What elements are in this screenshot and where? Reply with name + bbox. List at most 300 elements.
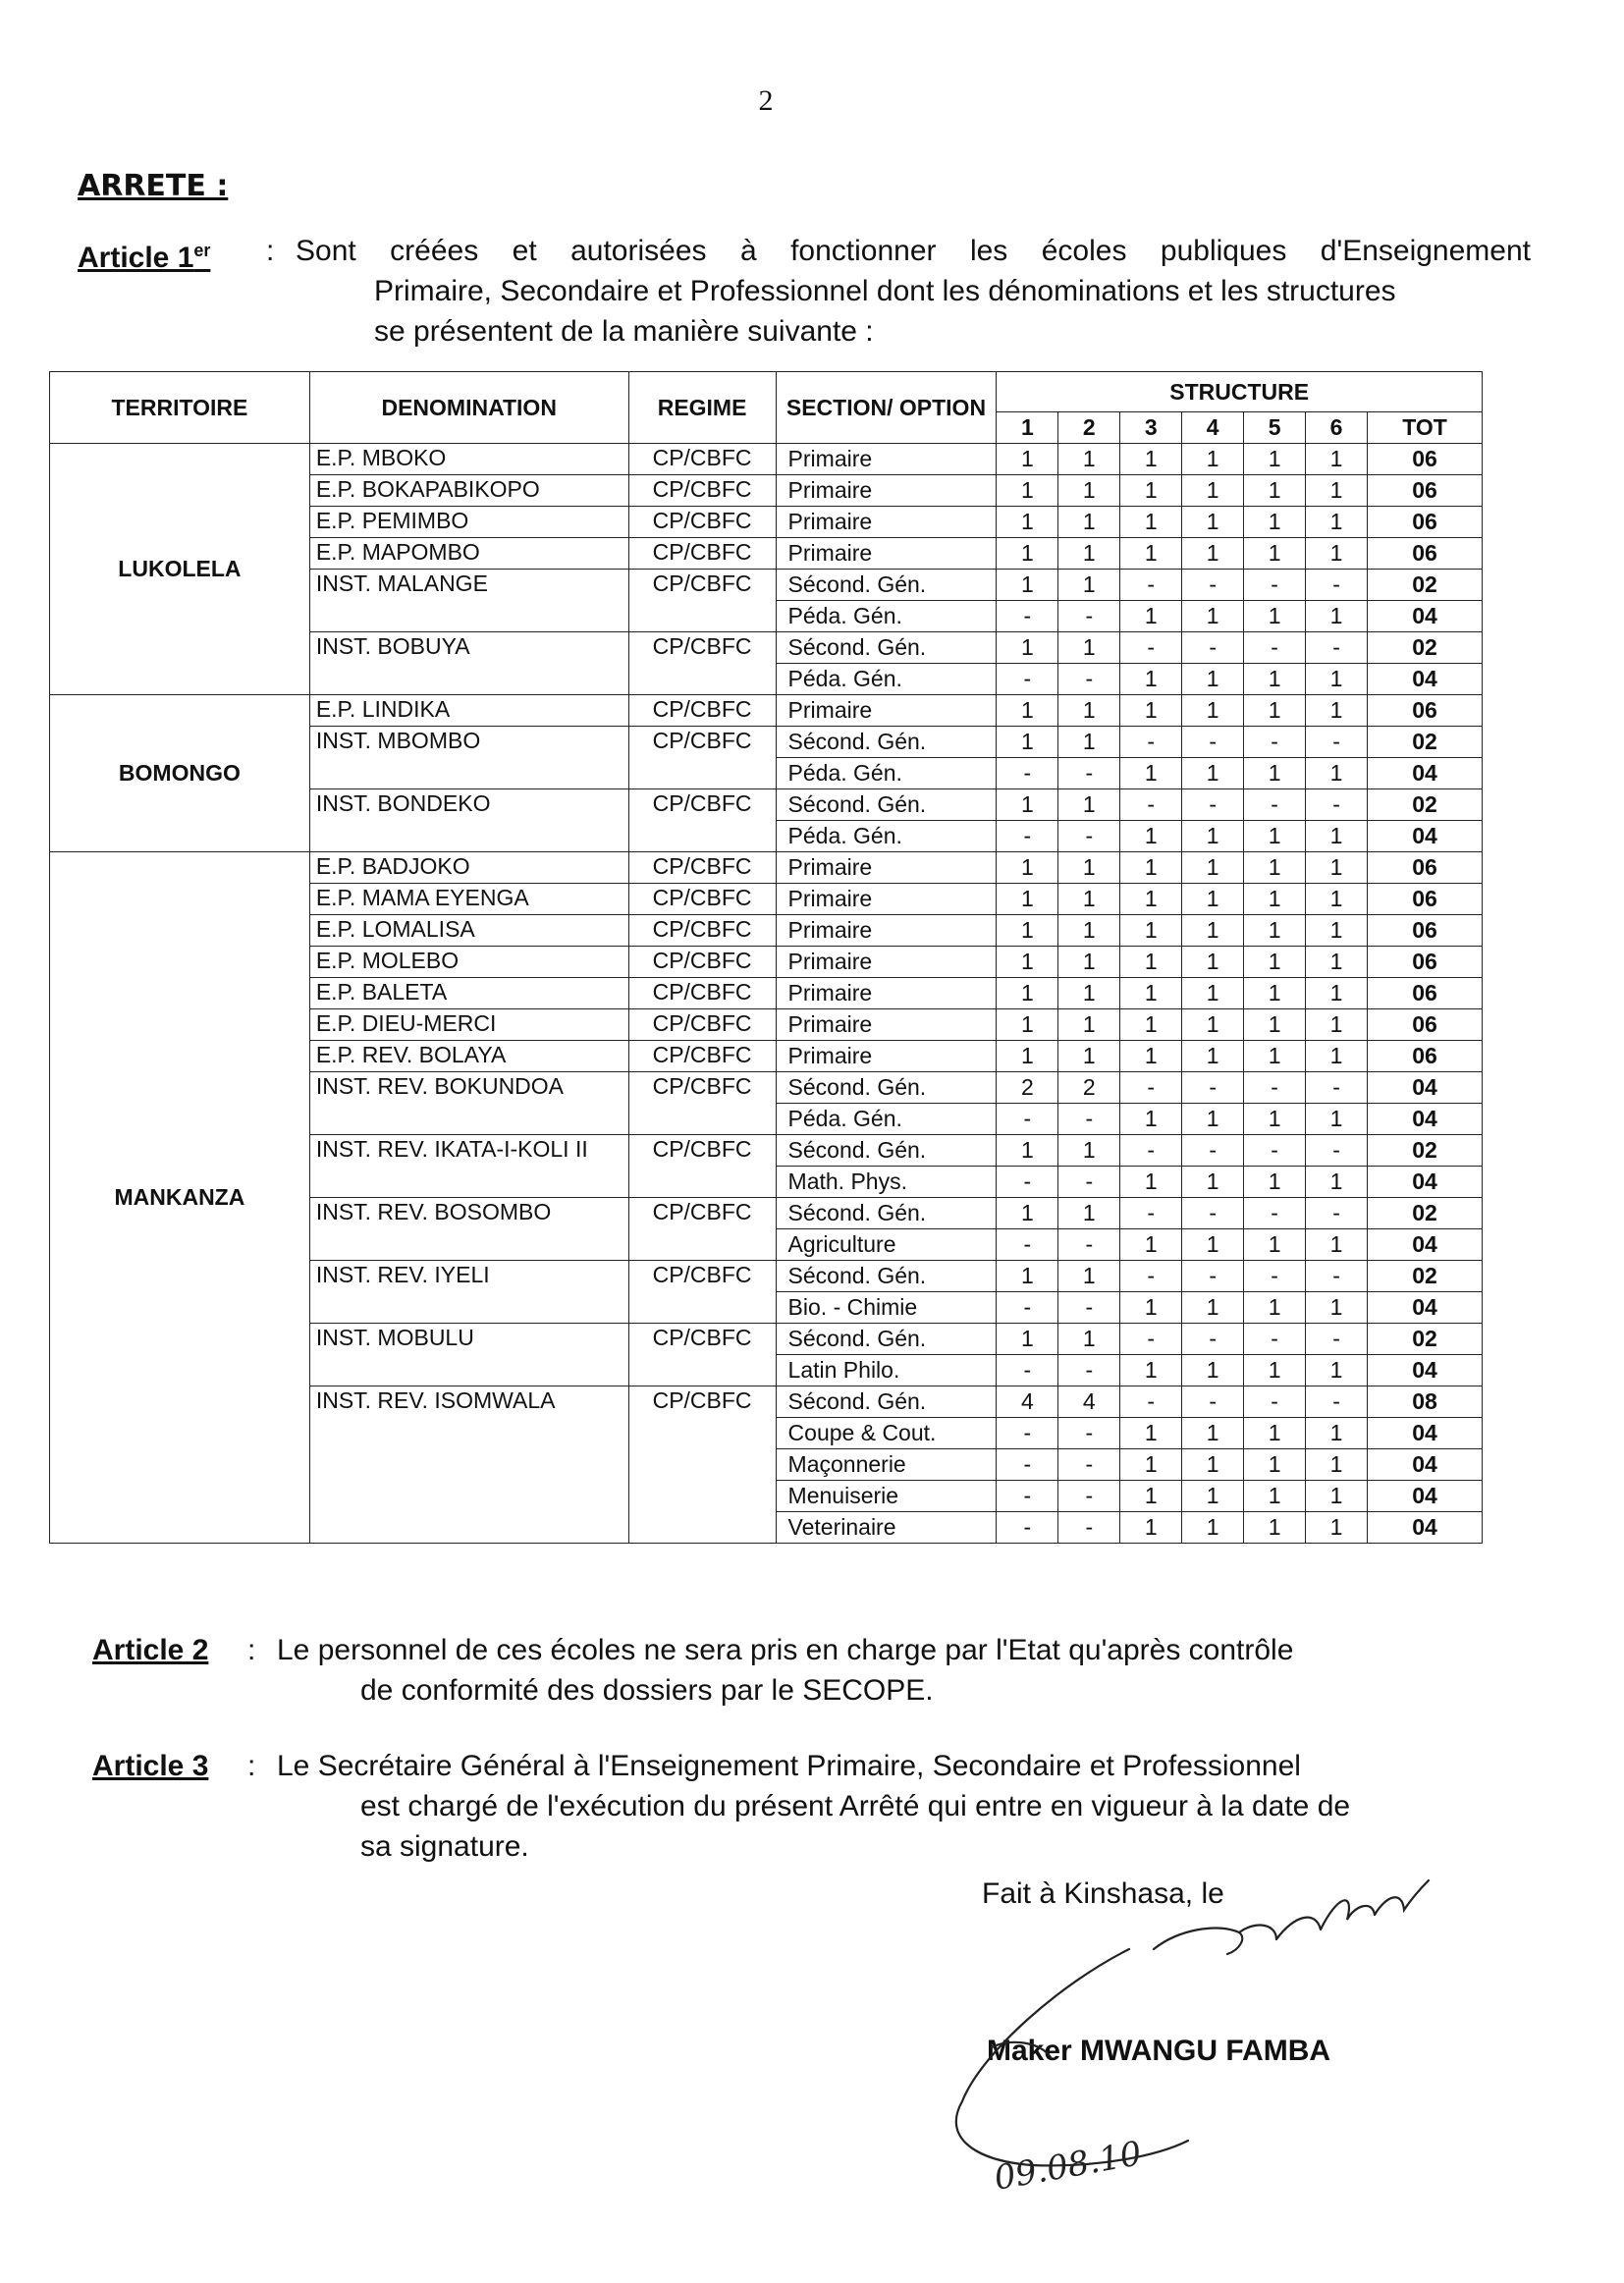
structure-cell: - (1058, 758, 1120, 789)
section-cell: Sécond. Gén. (776, 1324, 997, 1355)
structure-cell: 1 (1182, 664, 1244, 695)
regime-cell: CP/CBFC (628, 915, 776, 947)
structure-cell: 1 (1058, 695, 1120, 727)
structure-cell: 1 (1120, 475, 1182, 507)
structure-cell: 1 (1306, 444, 1368, 475)
structure-cell: 1 (1058, 1324, 1120, 1355)
regime-cell: CP/CBFC (628, 695, 776, 727)
structure-cell: - (1182, 570, 1244, 601)
article-1-line: Sont créées et autorisées à fonctionner les écoles publiques d'Enseignement (296, 235, 1531, 267)
header-col-tot: TOT (1368, 412, 1483, 444)
structure-cell: 1 (1182, 1041, 1244, 1072)
structure-cell: - (1182, 1135, 1244, 1167)
section-cell: Sécond. Gén. (776, 727, 997, 758)
structure-cell: 1 (1244, 758, 1306, 789)
structure-cell: 1 (1182, 538, 1244, 570)
header-col: 2 (1058, 412, 1120, 444)
total-cell: 08 (1368, 1386, 1483, 1418)
article-3-line: Le Secrétaire Général à l'Enseignement Primaire, Secondaire et Professionnel (277, 1750, 1301, 1782)
structure-cell: 1 (1120, 1449, 1182, 1481)
structure-cell: 1 (1182, 1009, 1244, 1041)
structure-cell: 1 (1244, 444, 1306, 475)
structure-cell: 1 (1058, 915, 1120, 947)
structure-cell: - (1306, 1072, 1368, 1104)
structure-cell: 1 (1306, 884, 1368, 915)
total-cell: 04 (1368, 1229, 1483, 1261)
structure-cell: 1 (1182, 758, 1244, 789)
header-col: 4 (1182, 412, 1244, 444)
regime-cell: CP/CBFC (628, 1135, 776, 1198)
structure-cell: 1 (1182, 947, 1244, 978)
handwritten-date: 09.08.10 (991, 2134, 1145, 2199)
section-cell: Menuiserie (776, 1481, 997, 1512)
structure-cell: - (997, 821, 1058, 852)
section-cell: Primaire (776, 884, 997, 915)
structure-cell: - (1058, 1104, 1120, 1135)
page-number: 2 (758, 84, 774, 117)
structure-cell: 1 (1306, 1481, 1368, 1512)
article-1-line: Primaire, Secondaire et Professionnel dont les dénominations et les structures (374, 275, 1396, 307)
structure-cell: 1 (1182, 444, 1244, 475)
total-cell: 04 (1368, 1481, 1483, 1512)
section-cell: Primaire (776, 1041, 997, 1072)
denomination-cell: E.P. BALETA (309, 978, 628, 1009)
structure-cell: 1 (1058, 1009, 1120, 1041)
denomination-cell: INST. REV. ISOMWALA (309, 1386, 628, 1544)
structure-cell: 1 (1182, 1355, 1244, 1386)
structure-cell: 1 (1182, 601, 1244, 632)
total-cell: 04 (1368, 1292, 1483, 1324)
structure-cell: - (1244, 789, 1306, 821)
regime-cell: CP/CBFC (628, 570, 776, 632)
regime-cell: CP/CBFC (628, 632, 776, 695)
section-cell: Péda. Gén. (776, 821, 997, 852)
regime-cell: CP/CBFC (628, 947, 776, 978)
structure-cell: - (997, 1167, 1058, 1198)
structure-cell: - (1244, 1072, 1306, 1104)
structure-cell: - (1244, 727, 1306, 758)
denomination-cell: E.P. LINDIKA (309, 695, 628, 727)
structure-cell: 1 (1120, 852, 1182, 884)
article-3-text (277, 1746, 1504, 1867)
structure-cell: 1 (1120, 1167, 1182, 1198)
denomination-cell: E.P. DIEU-MERCI (309, 1009, 628, 1041)
structure-cell: 1 (1058, 884, 1120, 915)
signature-place-line: Fait à Kinshasa, le (982, 1877, 1224, 1910)
structure-cell: 1 (1306, 978, 1368, 1009)
signatory-name: Maker MWANGU FAMBA (987, 2035, 1331, 2067)
structure-cell: 1 (1244, 852, 1306, 884)
structure-cell: 1 (1058, 947, 1120, 978)
section-cell: Primaire (776, 475, 997, 507)
structure-cell: 1 (1120, 1481, 1182, 1512)
structure-cell: 1 (1306, 1418, 1368, 1449)
total-cell: 06 (1368, 444, 1483, 475)
structure-cell: 1 (1244, 1041, 1306, 1072)
article-3-colon: : (247, 1750, 256, 1782)
structure-cell: - (1058, 1481, 1120, 1512)
section-cell: Primaire (776, 444, 997, 475)
structure-cell: 1 (1120, 538, 1182, 570)
structure-cell: 1 (1244, 821, 1306, 852)
structure-cell: 1 (1306, 1041, 1368, 1072)
total-cell: 06 (1368, 1041, 1483, 1072)
structure-cell: - (1058, 1355, 1120, 1386)
decree-heading: ARRETE : (78, 169, 229, 203)
article-1-text (296, 231, 1531, 352)
structure-cell: - (1244, 1261, 1306, 1292)
structure-cell: 1 (1306, 601, 1368, 632)
structure-cell: 1 (1244, 884, 1306, 915)
total-cell: 06 (1368, 978, 1483, 1009)
header-denomination: DENOMINATION (309, 372, 628, 444)
structure-cell: - (1306, 789, 1368, 821)
structure-cell: 1 (1120, 947, 1182, 978)
section-cell: Péda. Gén. (776, 758, 997, 789)
structure-cell: - (1306, 570, 1368, 601)
table-row (50, 852, 1483, 884)
structure-cell: 1 (1182, 852, 1244, 884)
structure-cell: 1 (997, 1041, 1058, 1072)
regime-cell: CP/CBFC (628, 475, 776, 507)
structure-cell: 1 (1306, 1512, 1368, 1544)
structure-cell: - (997, 1418, 1058, 1449)
structure-cell: 1 (1306, 507, 1368, 538)
section-cell: Péda. Gén. (776, 664, 997, 695)
structure-cell: 1 (997, 570, 1058, 601)
structure-cell: 1 (1182, 1512, 1244, 1544)
section-cell: Veterinaire (776, 1512, 997, 1544)
total-cell: 06 (1368, 475, 1483, 507)
structure-cell: 1 (1058, 444, 1120, 475)
total-cell: 04 (1368, 601, 1483, 632)
structure-cell: 1 (1182, 915, 1244, 947)
total-cell: 02 (1368, 1324, 1483, 1355)
regime-cell: CP/CBFC (628, 444, 776, 475)
structure-cell: 1 (1306, 1104, 1368, 1135)
total-cell: 02 (1368, 789, 1483, 821)
section-cell: Péda. Gén. (776, 601, 997, 632)
structure-cell: 1 (1120, 1104, 1182, 1135)
total-cell: 04 (1368, 1512, 1483, 1544)
table-row (50, 444, 1483, 475)
table-row (50, 695, 1483, 727)
structure-cell: 1 (1182, 978, 1244, 1009)
structure-cell: - (1182, 1261, 1244, 1292)
total-cell: 06 (1368, 852, 1483, 884)
section-cell: Maçonnerie (776, 1449, 997, 1481)
section-cell: Sécond. Gén. (776, 1072, 997, 1104)
structure-cell: 1 (1058, 475, 1120, 507)
structure-cell: - (1306, 1135, 1368, 1167)
structure-cell: 1 (1182, 507, 1244, 538)
section-cell: Bio. - Chimie (776, 1292, 997, 1324)
structure-cell: 1 (1058, 1135, 1120, 1167)
structure-cell: 1 (1120, 664, 1182, 695)
structure-cell: 1 (1306, 1292, 1368, 1324)
structure-cell: 1 (1182, 884, 1244, 915)
total-cell: 04 (1368, 664, 1483, 695)
structure-cell: - (1058, 1418, 1120, 1449)
total-cell: 06 (1368, 884, 1483, 915)
structure-cell: - (997, 1449, 1058, 1481)
total-cell: 06 (1368, 538, 1483, 570)
structure-cell: 1 (997, 884, 1058, 915)
structure-cell: 1 (1182, 1167, 1244, 1198)
header-structure: STRUCTURE (997, 372, 1483, 412)
table-body (50, 444, 1483, 1544)
regime-cell: CP/CBFC (628, 789, 776, 852)
structure-cell: 1 (1306, 852, 1368, 884)
structure-cell: - (997, 1104, 1058, 1135)
structure-cell: - (997, 1481, 1058, 1512)
section-cell: Coupe & Cout. (776, 1418, 997, 1449)
structure-cell: 1 (1120, 1418, 1182, 1449)
section-cell: Péda. Gén. (776, 1104, 997, 1135)
structure-cell: 1 (1058, 789, 1120, 821)
denomination-cell: INST. REV. BOSOMBO (309, 1198, 628, 1261)
total-cell: 04 (1368, 1418, 1483, 1449)
denomination-cell: INST. BONDEKO (309, 789, 628, 852)
section-cell: Sécond. Gén. (776, 1261, 997, 1292)
structure-cell: 1 (997, 632, 1058, 664)
structure-cell: 1 (1244, 695, 1306, 727)
structure-cell: 1 (997, 475, 1058, 507)
total-cell: 02 (1368, 570, 1483, 601)
header-territoire: TERRITOIRE (50, 372, 310, 444)
structure-cell: 1 (1120, 758, 1182, 789)
regime-cell: CP/CBFC (628, 1198, 776, 1261)
structure-cell: 1 (1058, 507, 1120, 538)
territory-cell: MANKANZA (50, 852, 310, 1544)
structure-cell: 1 (997, 1198, 1058, 1229)
article-1-line: se présentent de la manière suivante : (374, 315, 874, 348)
structure-cell: - (1120, 1135, 1182, 1167)
header-section-option: SECTION/ OPTION (776, 372, 997, 444)
structure-cell: 1 (997, 1261, 1058, 1292)
structure-cell: - (1120, 1386, 1182, 1418)
regime-cell: CP/CBFC (628, 538, 776, 570)
total-cell: 06 (1368, 947, 1483, 978)
structure-cell: 1 (1182, 821, 1244, 852)
total-cell: 06 (1368, 695, 1483, 727)
regime-cell: CP/CBFC (628, 507, 776, 538)
structure-cell: - (1306, 1386, 1368, 1418)
structure-cell: 1 (1306, 1009, 1368, 1041)
structure-cell: 1 (1244, 507, 1306, 538)
structure-cell: - (997, 758, 1058, 789)
territory-cell: LUKOLELA (50, 444, 310, 695)
structure-cell: - (1120, 1198, 1182, 1229)
header-col: 6 (1306, 412, 1368, 444)
structure-cell: 1 (997, 978, 1058, 1009)
structure-cell: 1 (1182, 1481, 1244, 1512)
section-cell: Primaire (776, 915, 997, 947)
structure-cell: 2 (997, 1072, 1058, 1104)
regime-cell: CP/CBFC (628, 1072, 776, 1135)
total-cell: 02 (1368, 1135, 1483, 1167)
structure-cell: - (1182, 1198, 1244, 1229)
structure-cell: 1 (1182, 1104, 1244, 1135)
structure-cell: 1 (997, 789, 1058, 821)
structure-cell: - (1182, 727, 1244, 758)
structure-cell: 1 (1058, 978, 1120, 1009)
structure-cell: 1 (997, 1324, 1058, 1355)
structure-cell: 1 (1120, 884, 1182, 915)
structure-cell: 2 (1058, 1072, 1120, 1104)
structure-cell: 1 (1120, 507, 1182, 538)
structure-cell: - (1120, 1261, 1182, 1292)
section-cell: Primaire (776, 695, 997, 727)
denomination-cell: INST. REV. IKATA-I-KOLI II (309, 1135, 628, 1198)
denomination-cell: E.P. REV. BOLAYA (309, 1041, 628, 1072)
section-cell: Latin Philo. (776, 1355, 997, 1386)
structure-cell: 1 (1182, 1449, 1244, 1481)
structure-cell: - (1120, 570, 1182, 601)
structure-cell: - (1182, 1072, 1244, 1104)
denomination-cell: INST. REV. IYELI (309, 1261, 628, 1324)
section-cell: Primaire (776, 852, 997, 884)
structure-cell: - (1244, 1198, 1306, 1229)
denomination-cell: E.P. BADJOKO (309, 852, 628, 884)
section-cell: Primaire (776, 947, 997, 978)
total-cell: 04 (1368, 1072, 1483, 1104)
structure-cell: 1 (1244, 1418, 1306, 1449)
structure-cell: 1 (1244, 475, 1306, 507)
total-cell: 04 (1368, 821, 1483, 852)
structure-cell: - (1058, 1449, 1120, 1481)
structure-cell: 1 (1120, 915, 1182, 947)
denomination-cell: INST. MOBULU (309, 1324, 628, 1386)
structure-cell: 1 (1244, 601, 1306, 632)
section-cell: Agriculture (776, 1229, 997, 1261)
denomination-cell: INST. REV. BOKUNDOA (309, 1072, 628, 1135)
structure-cell: 1 (1244, 1167, 1306, 1198)
structure-cell: - (1182, 789, 1244, 821)
structure-cell: - (1120, 1324, 1182, 1355)
structure-cell: 1 (1120, 1009, 1182, 1041)
article-3-label: Article 3 (92, 1750, 209, 1782)
regime-cell: CP/CBFC (628, 1009, 776, 1041)
structure-cell: 1 (1120, 821, 1182, 852)
structure-cell: - (997, 1355, 1058, 1386)
regime-cell: CP/CBFC (628, 727, 776, 789)
denomination-cell: E.P. PEMIMBO (309, 507, 628, 538)
structure-cell: - (1244, 632, 1306, 664)
regime-cell: CP/CBFC (628, 852, 776, 884)
structure-cell: 1 (1306, 1167, 1368, 1198)
regime-cell: CP/CBFC (628, 884, 776, 915)
structure-cell: 1 (1058, 727, 1120, 758)
structure-cell: - (997, 1292, 1058, 1324)
structure-cell: - (1120, 632, 1182, 664)
regime-cell: CP/CBFC (628, 1386, 776, 1544)
structure-cell: 1 (1244, 1229, 1306, 1261)
total-cell: 06 (1368, 507, 1483, 538)
article-2-colon: : (247, 1634, 256, 1666)
structure-cell: 1 (1306, 538, 1368, 570)
article-3-line: est chargé de l'exécution du présent Arrêté qui entre en vigueur à la date de (360, 1790, 1351, 1822)
article-2-text (277, 1630, 1455, 1711)
denomination-cell: E.P. MAMA EYENGA (309, 884, 628, 915)
structure-cell: 1 (1244, 538, 1306, 570)
structure-cell: - (1244, 1324, 1306, 1355)
structure-cell: - (1306, 1324, 1368, 1355)
article-2-line: Le personnel de ces écoles ne sera pris en charge par l'Etat qu'après contrôle (277, 1634, 1294, 1666)
structure-cell: 1 (997, 947, 1058, 978)
structure-cell: 1 (1244, 1512, 1306, 1544)
structure-cell: - (1244, 1135, 1306, 1167)
denomination-cell: INST. MBOMBO (309, 727, 628, 789)
structure-cell: 1 (1244, 1009, 1306, 1041)
structure-cell: 1 (1058, 852, 1120, 884)
section-cell: Primaire (776, 538, 997, 570)
structure-cell: - (1182, 632, 1244, 664)
total-cell: 04 (1368, 1104, 1483, 1135)
total-cell: 04 (1368, 1167, 1483, 1198)
structure-cell: 1 (1306, 758, 1368, 789)
structure-cell: 1 (1182, 1229, 1244, 1261)
structure-cell: 1 (997, 507, 1058, 538)
structure-cell: 1 (1306, 1355, 1368, 1386)
structure-cell: 1 (1182, 1418, 1244, 1449)
denomination-cell: INST. MALANGE (309, 570, 628, 632)
total-cell: 04 (1368, 758, 1483, 789)
section-cell: Sécond. Gén. (776, 632, 997, 664)
section-cell: Sécond. Gén. (776, 789, 997, 821)
structure-cell: 1 (997, 1135, 1058, 1167)
total-cell: 02 (1368, 632, 1483, 664)
structure-cell: 1 (1182, 1292, 1244, 1324)
structure-cell: 1 (997, 915, 1058, 947)
structure-cell: 1 (1306, 695, 1368, 727)
structure-cell: 1 (1306, 664, 1368, 695)
structure-cell: 1 (1306, 475, 1368, 507)
structure-cell: 1 (1244, 1481, 1306, 1512)
denomination-cell: E.P. LOMALISA (309, 915, 628, 947)
structure-cell: - (1182, 1324, 1244, 1355)
article-2-label: Article 2 (92, 1634, 209, 1666)
structure-cell: - (1058, 1512, 1120, 1544)
structure-cell: - (1244, 1386, 1306, 1418)
section-cell: Sécond. Gén. (776, 1198, 997, 1229)
structure-cell: 1 (997, 695, 1058, 727)
structure-cell: 1 (997, 444, 1058, 475)
structure-cell: - (1306, 1261, 1368, 1292)
regime-cell: CP/CBFC (628, 1324, 776, 1386)
structure-cell: 1 (1120, 1292, 1182, 1324)
structure-cell: 1 (1182, 695, 1244, 727)
structure-cell: - (997, 664, 1058, 695)
section-cell: Primaire (776, 978, 997, 1009)
structure-cell: - (1058, 601, 1120, 632)
section-cell: Primaire (776, 1009, 997, 1041)
structure-cell: 1 (1058, 632, 1120, 664)
structure-cell: 1 (1244, 947, 1306, 978)
structure-cell: 1 (1244, 915, 1306, 947)
structure-cell: 1 (1058, 1198, 1120, 1229)
structure-cell: - (997, 1229, 1058, 1261)
section-cell: Primaire (776, 507, 997, 538)
section-cell: Math. Phys. (776, 1167, 997, 1198)
article-1-colon: : (266, 235, 275, 267)
structure-cell: 1 (1244, 1292, 1306, 1324)
structure-cell: 4 (1058, 1386, 1120, 1418)
total-cell: 02 (1368, 1261, 1483, 1292)
denomination-cell: E.P. MOLEBO (309, 947, 628, 978)
structure-cell: - (997, 601, 1058, 632)
denomination-cell: E.P. MBOKO (309, 444, 628, 475)
